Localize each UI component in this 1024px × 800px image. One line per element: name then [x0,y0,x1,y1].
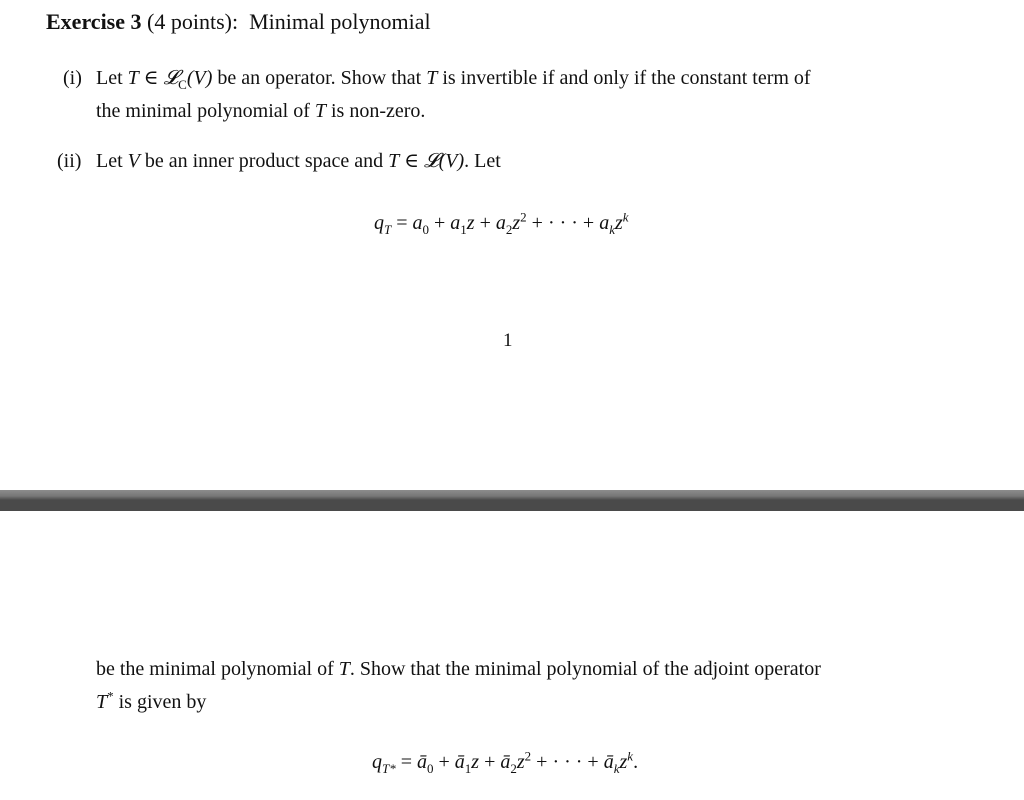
part-i-text-1: be an operator. Show that [217,67,422,89]
part-i-text-3: the minimal polynomial of [96,100,310,122]
math-script-L-2: 𝓛 [424,150,439,172]
formula-qT-supk: k [622,209,629,225]
math-elem: ∈ [143,67,159,89]
formula-qTstar-ak: ā [603,751,614,773]
formula-qT-sub0: 0 [422,222,430,237]
formula-qT-ak: a [599,212,610,234]
formula-qT-a2: a [495,212,506,234]
formula-qTstar-end: . [633,751,639,773]
continuation-text-3: is given by [118,691,207,713]
math-V: V [127,150,140,172]
formula-qTstar [372,746,638,778]
math-T-5: T [338,658,350,680]
part-ii-line-1 [96,145,501,177]
formula-qTstar-plus2: + [484,751,496,773]
part-i-text-4: is non-zero. [330,100,426,122]
math-T-3: T [314,100,326,122]
part-ii-text-1: be an inner product space and [144,150,384,172]
formula-qTstar-z1: z [471,751,480,773]
formula-qT [374,207,629,239]
exercise-title: Exercise 3 [46,9,142,34]
page-separator [0,490,1024,511]
formula-qT-sub2: 2 [505,222,513,237]
math-T-2: T [426,67,438,89]
formula-qTstar-sub0: 0 [427,761,434,776]
formula-qTstar-a2: ā [500,751,511,773]
math-T-star: T [96,691,108,713]
continuation-line-2 [96,686,206,718]
page-number: 1 [503,330,513,351]
formula-qT-sub1: 1 [460,222,467,237]
formula-qTstar-sup2: 2 [524,748,532,764]
continuation-text-1: be the minimal polynomial of [96,658,334,680]
part-i-text-2: is invertible if and only if the constant term of [442,67,811,89]
formula-qTstar-zk: z [619,751,628,773]
formula-qT-z1: z [466,212,475,234]
math-star: * [107,688,114,704]
part-i-line-1 [96,62,811,94]
formula-qT-lhs: q [374,212,384,234]
formula-qTstar-a1: ā [454,751,465,773]
formula-qTstar-eq: = [400,751,413,773]
part-ii-text-2: . Let [464,150,501,172]
formula-qTstar-plus1: + [438,751,450,773]
formula-qT-a1: a [450,212,461,234]
part-ii-label: (ii) [57,150,82,172]
formula-qT-subk: k [609,222,615,237]
formula-qT-plus1: + [434,212,446,234]
document-page-bottom [0,511,1024,800]
math-sub-C: C [178,77,187,92]
formula-qT-eq: = [396,212,408,234]
formula-qT-sup2: 2 [520,209,527,225]
formula-qTstar-plus3: + · · · + [536,751,599,773]
part-ii-let: Let [96,150,123,172]
formula-qT-z2: z [512,212,521,234]
formula-qT-zk: z [615,212,623,234]
part-i-line-2 [96,95,425,127]
exercise-points: (4 points): [147,9,239,34]
math-T-4: T [388,150,400,172]
formula-qTstar-subk: k [613,761,620,776]
formula-qTstar-sub1: 1 [464,761,472,776]
exercise-topic: Minimal polynomial [249,9,431,34]
exercise-heading [46,8,431,36]
part-i-label: (i) [63,67,82,89]
formula-qT-lhs-sub: T [384,222,392,237]
formula-qTstar-sub2: 2 [510,761,517,776]
formula-qTstar-z2: z [516,751,525,773]
formula-qT-plus3: + · · · + [531,212,595,234]
continuation-text-2: . Show that the minimal polynomial of the adjoint operator [349,658,821,680]
formula-qTstar-supk: k [627,748,634,764]
math-paren-V-2: (V) [438,150,465,172]
formula-qTstar-lhs: q [372,751,382,773]
math-T: T [127,67,139,89]
part-i-let: Let [96,67,123,89]
math-paren-V: (V) [186,67,213,89]
formula-qT-plus2: + [479,212,491,234]
formula-qT-a0: a [412,212,423,234]
math-script-L: 𝓛 [163,67,179,89]
continuation-line-1 [96,653,821,685]
formula-qTstar-a0: ā [417,751,428,773]
math-elem-2: ∈ [404,150,420,172]
formula-qTstar-lhs-sub: T* [382,761,396,776]
